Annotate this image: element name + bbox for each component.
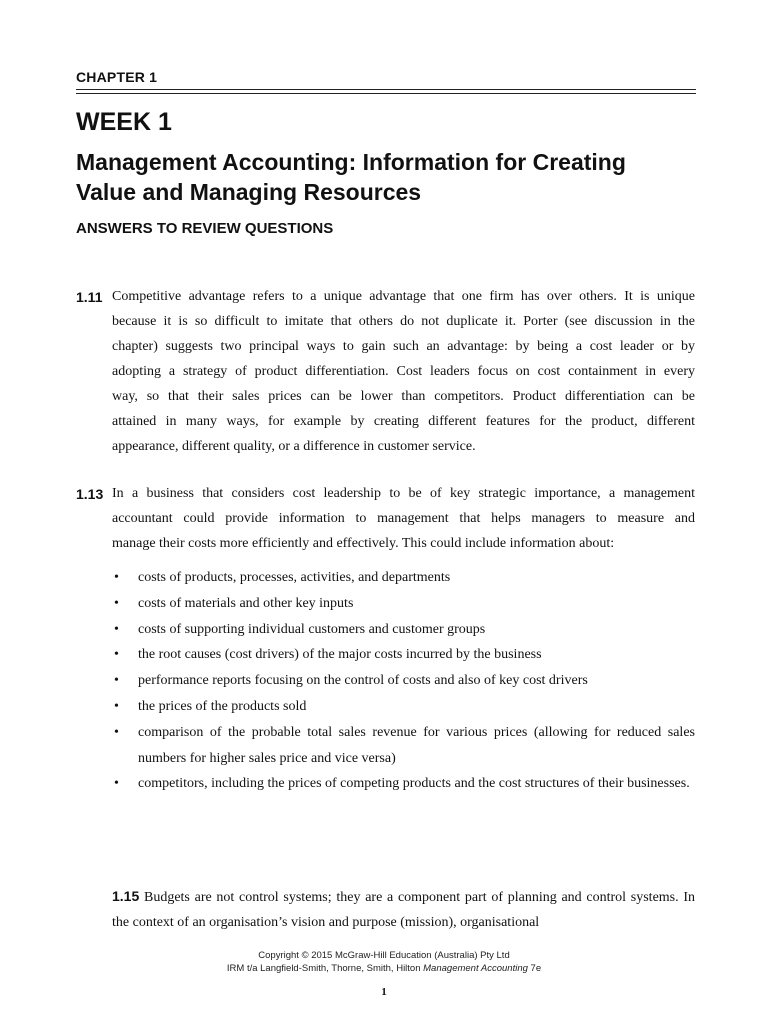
- week-heading: WEEK 1: [76, 108, 172, 136]
- answer-1-11-line: because it is so difficult to imitate that others do not duplicate it. Porter (see discussion in the: [112, 314, 695, 329]
- answer-1-11: [112, 284, 695, 459]
- answer-1-11-line: way, so that their sales prices can be lower than competitors. Product differentiation can be: [112, 389, 695, 404]
- list-item: • competitors, including the prices of competing products and the cost structures of their businesses.: [112, 771, 695, 797]
- list-item: • performance reports focusing on the control of costs and also of key cost drivers: [112, 668, 695, 694]
- footer-irm: [0, 963, 768, 974]
- page-number: 1: [381, 986, 387, 998]
- title-line-2: Value and Managing Resources: [76, 179, 422, 205]
- footer-copyright: Copyright © 2015 McGraw-Hill Education (Australia) Pty Ltd: [258, 950, 510, 961]
- answer-1-13-line: manage their costs more efficiently and effectively. This could include information about:: [112, 536, 615, 551]
- footer-edition: 7e: [527, 963, 542, 974]
- question-number-1-15: 1.15: [112, 888, 140, 904]
- section-subheading: ANSWERS TO REVIEW QUESTIONS: [76, 220, 334, 237]
- answer-1-11-line: Competitive advantage refers to a unique advantage that one firm has over others. It is unique: [112, 289, 695, 304]
- bullet-icon: •: [114, 776, 119, 792]
- bullet-icon: •: [114, 595, 119, 611]
- list-item: • costs of supporting individual customers and customer groups: [112, 617, 695, 643]
- answer-1-11-line: appearance, different quality, or a difference in customer service.: [112, 439, 476, 454]
- title-line-1: Management Accounting: Information for Creating: [76, 149, 626, 175]
- footer-book-title: Management Accounting: [423, 963, 528, 974]
- footer-irm-prefix: IRM t/a Langfield-Smith, Thorne, Smith, Hilton: [226, 963, 424, 974]
- chapter-label: CHAPTER 1: [76, 69, 158, 85]
- answer-1-13: [112, 481, 695, 556]
- bullet-icon: •: [114, 621, 119, 637]
- answer-1-15-text: Budgets are not control systems; they are a component part of planning and control systems. In the context of an organisation’s vision and purpose (mission), organisational: [112, 890, 696, 930]
- bullet-icon: •: [114, 724, 119, 740]
- bullet-icon: •: [114, 570, 119, 585]
- answer-1-13-line: In a business that considers cost leadership to be of key strategic importance, a management: [112, 486, 695, 501]
- list-item: • the prices of the products sold: [112, 694, 695, 720]
- list-item: • costs of products, processes, activities, and departments: [112, 565, 695, 591]
- bullet-icon: •: [114, 673, 119, 689]
- header-rule-top: [76, 89, 696, 90]
- list-item: • the root causes (cost drivers) of the major costs incurred by the business: [112, 642, 695, 668]
- answer-1-13-line: accountant could provide information to management that helps managers to measure and: [112, 511, 695, 526]
- cost-information-list: [112, 565, 695, 797]
- header-rule-bottom: [76, 93, 696, 94]
- page-title: [76, 147, 716, 207]
- list-item: • costs of materials and other key inputs: [112, 591, 695, 617]
- question-number-1-11: 1.11: [76, 289, 103, 305]
- question-number-1-13: 1.13: [76, 486, 104, 502]
- answer-1-11-line: chapter) suggests two principal ways to gain such an advantage: by being a cost leader or by: [112, 339, 695, 354]
- list-item: • comparison of the probable total sales revenue for various prices (allowing for reduced sales numbers for higher sales price and vice versa): [112, 720, 695, 772]
- bullet-icon: •: [114, 647, 119, 663]
- answer-1-11-line: adopting a strategy of product differentiation. Cost leaders focus on cost containment in every: [112, 364, 695, 379]
- answer-1-11-line: attained in many ways, for example by creating different features for the product, different: [112, 414, 695, 429]
- answer-1-15: [112, 884, 695, 935]
- bullet-icon: •: [114, 698, 119, 714]
